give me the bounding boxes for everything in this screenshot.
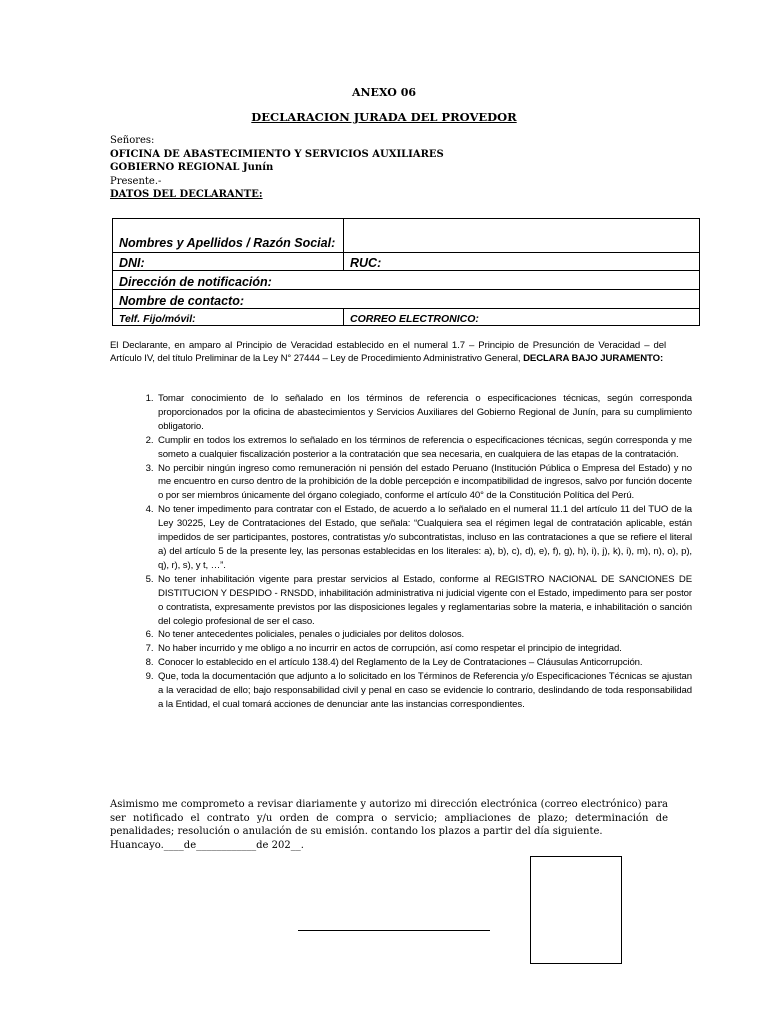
phone-label: Telf. Fijo/móvil: bbox=[119, 313, 196, 325]
name-value-cell[interactable] bbox=[344, 219, 700, 253]
list-item: 8. Conocer lo establecido en el artículo 138.4) del Reglamento de la Ley de Contrataciones – Cláusulas Anticorrupción. bbox=[156, 656, 692, 670]
contact-label: Nombre de contacto: bbox=[119, 294, 245, 308]
declaration-intro bbox=[110, 339, 666, 365]
dni-label: DNI: bbox=[119, 256, 145, 270]
name-label: Nombres y Apellidos / Razón Social: bbox=[119, 236, 336, 250]
fingerprint-box[interactable] bbox=[530, 856, 622, 964]
dni-cell[interactable] bbox=[113, 253, 344, 271]
notification-commitment: Asimismo me comprometo a revisar diariamente y autorizo mi dirección electrónica (correo electrónico) para ser notificado el contrato y/u orden de compra o servicio; ampliaciones de plazo; determinación de penalidades; resolución o anulación de su emisión. contando los plazos a partir del día siguiente. bbox=[110, 799, 668, 837]
list-item: 4. No tener impedimento para contratar con el Estado, de acuerdo a lo señalado en el numeral 11.1 del artículo 11 del TUO de la Ley 30225, Ley de Contrataciones del Estado, que señala: “Cualquiera sea el régimen legal de contratación aplicable, están impedidos de ser participantes, postores, contratistas y/o subcontratistas, incluso en las contrataciones a que se refiere el literal a) del artículo 5 de la presente ley, las personas establecidas en los literales: a), b), c), d), e), f), g), h), i), j), k), i), m), n), o), p), q), r), s), y t, …”. bbox=[156, 503, 692, 573]
salutation: Señores: bbox=[110, 135, 155, 146]
declaration-items-list bbox=[130, 392, 692, 712]
date-line: Huancayo.____de____________de 202__. bbox=[110, 839, 304, 851]
list-item: 6. No tener antecedentes policiales, penales o judiciales por delitos dolosos. bbox=[156, 628, 692, 642]
phone-cell[interactable] bbox=[113, 309, 344, 326]
list-item: 9. Que, toda la documentación que adjunto a lo solicitado en los Términos de Referencia y/o Especificaciones Técnicas se ajustan a la veracidad de ello; bajo responsabilidad civil y penal en caso se evidencie lo contrario, deslindando de toda responsabilidad a la Entidad, el cual tomará acciones de denunciar ante las instancias correspondientes. bbox=[156, 670, 692, 712]
intro-declaration: DECLARA BAJO JURAMENTO: bbox=[523, 353, 664, 364]
signature-line[interactable] bbox=[298, 930, 490, 931]
declarant-section-heading: DATOS DEL DECLARANTE: bbox=[110, 189, 263, 200]
email-cell[interactable] bbox=[344, 309, 700, 326]
ruc-cell[interactable] bbox=[344, 253, 700, 271]
ruc-label: RUC: bbox=[350, 256, 382, 270]
document-title: DECLARACION JURADA DEL PROVEDOR bbox=[251, 110, 517, 124]
list-item: 3. No percibir ningún ingreso como remuneración ni pensión del estado Peruano (Institución Pública o Empresa del Estado) y no me encuentro en curso dentro de la prohibición de la doble percepción e incompatibilidad de ingresos, salvo por función docente o por ser miembros únicamente del órgano colegiado, conforme el artículo 40° de la Constitución Política del Perú. bbox=[156, 462, 692, 504]
list-item: 7. No haber incurrido y me obligo a no incurrir en actos de corrupción, así como respetar el principio de integridad. bbox=[156, 642, 692, 656]
annex-number: ANEXO 06 bbox=[351, 86, 417, 99]
office-name: OFICINA DE ABASTECIMIENTO Y SERVICIOS AUXILIARES bbox=[110, 148, 444, 160]
contact-cell[interactable] bbox=[113, 290, 700, 309]
address-cell[interactable] bbox=[113, 271, 700, 290]
list-item: 1. Tomar conocimiento de lo señalado en los términos de referencia o especificaciones técnicas, según corresponda proporcionados por la oficina de abastecimientos y Servicios Auxiliares del Gobierno Regional de Junín, para su cumplimiento obligatorio. bbox=[156, 392, 692, 434]
email-label: CORREO ELECTRONICO: bbox=[350, 313, 479, 325]
address-label: Dirección de notificación: bbox=[119, 275, 272, 289]
declarant-data-table bbox=[112, 218, 700, 326]
closing-block bbox=[110, 798, 668, 852]
list-item: 5. No tener inhabilitación vigente para prestar servicios al Estado, conforme al REGISTRO NACIONAL DE SANCIONES DE DISTITUCION Y DESPIDO - RNSDD, inhabilitación administrativa ni judicial vigente con el Estado, impedimento para ser postor o contratista, expresamente previstos por las disposiciones legales y reglamentarias sobre la materia, e inhabilitación o sanción del colegio profesional de ser el caso. bbox=[156, 573, 692, 629]
addressee-block bbox=[110, 134, 444, 202]
list-item: 2. Cumplir en todos los extremos lo señalado en los términos de referencia o especificaciones técnicas, según corresponda y me someto a cualquier fiscalización posterior a la contratación que sea necesaria, en cualquiera de las etapas de la contratación. bbox=[156, 434, 692, 462]
name-label-cell[interactable] bbox=[113, 219, 344, 253]
presente-line: Presente.- bbox=[110, 175, 162, 187]
regional-government: GOBIERNO REGIONAL Junín bbox=[110, 162, 274, 173]
intro-text: El Declarante, en amparo al Principio de Veracidad establecido en el numeral 1.7 – Principio de Presunción de Veracidad – del Artículo IV, del título Preliminar de la Ley N° 27444 – Ley de Procedimiento Administrativo General, bbox=[110, 340, 666, 364]
